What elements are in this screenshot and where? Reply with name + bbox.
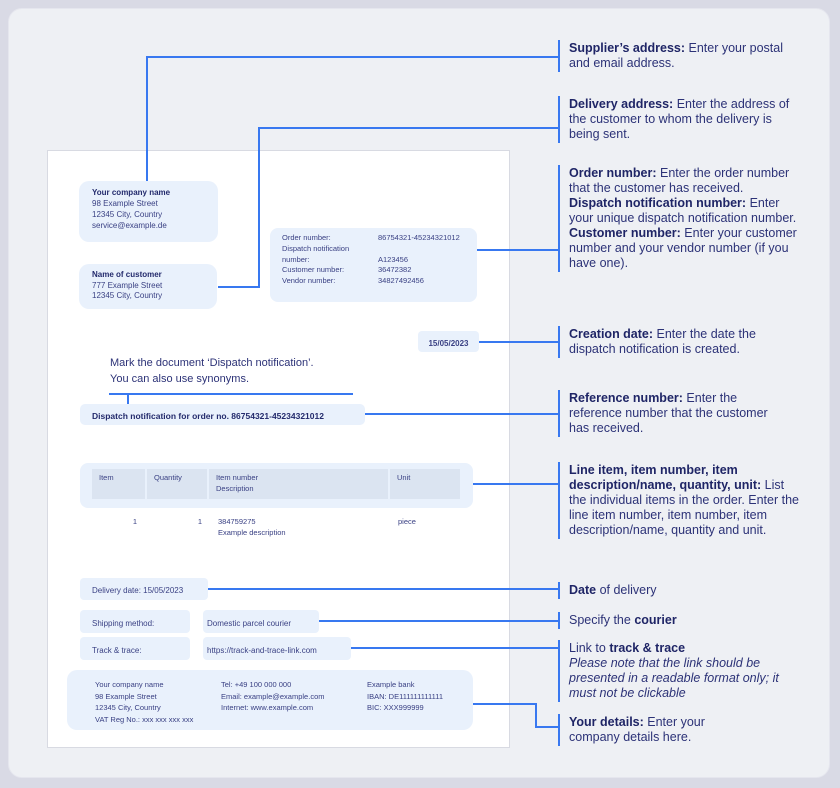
track-trace-value-strip [203,637,351,660]
annotation-your-details [558,714,739,746]
annotation-order-numbers [558,165,801,272]
table-row-quantity: 1 [197,517,202,526]
footer-company-street: 98 Example Street [95,691,157,701]
annotation-customer-number-paragraph [569,226,801,271]
annotation-line-items-text: List the individual items in the order. Enter the line item number, item number, item description/name, quantity and unit. [569,478,799,537]
table-row-itemnumber-description [218,516,286,538]
customer-number-value: 36472382 [378,265,412,275]
connector-delivery-horizontal [258,127,558,129]
mark-document-note [110,356,314,387]
annotation-dispatch-number-term: Dispatch notification number: [569,196,747,210]
annotation-customer-number-term: Customer number: [569,226,681,240]
annotation-order-number-text: Enter the order number that the customer has received. [569,166,790,195]
annotation-line-items-term: Line item, item number, item description/name, quantity, unit: [569,463,762,492]
supplier-email: service@example.de [92,221,167,230]
vendor-number-value: 34827492456 [378,276,424,286]
footer-bank-name: Example bank [367,680,415,689]
mark-note-line2: You can also use synonyms. [110,372,250,385]
annotation-reference-number [558,390,791,437]
connector-your-details-stub [473,703,537,705]
annotation-track-trace-heading [569,641,801,656]
dispatch-number-label-2: number: [282,254,310,264]
dispatch-number-label-1: Dispatch notification [282,243,350,253]
track-trace-label-strip [80,637,190,660]
connector-track-trace [351,647,558,649]
annotation-supplier-address [558,40,801,72]
table-header-description: Description [216,483,254,493]
dispatch-title-text: Dispatch notification for order no. 86754321-45234321012 [92,411,324,421]
connector-line-items [473,483,558,485]
annotation-creation-date-term: Creation date: [569,327,654,341]
annotation-courier-term: courier [634,613,677,627]
connector-delivery-stub [218,286,260,288]
annotation-reference-number-text: Enter the reference number that the customer has received. [569,391,768,435]
connector-creation-date [479,341,558,343]
footer-col-bank [367,679,443,714]
connector-supplier-vertical [146,56,148,181]
mark-note-line1: Mark the document ‘Dispatch notification’. [110,357,314,369]
connector-delivery-date [208,588,558,590]
connector-your-details-horizontal [535,726,558,728]
footer-company-name: Your company name [95,680,164,689]
footer-email: Email: example@example.com [221,691,325,701]
annotation-line-items [558,462,801,539]
footer-iban: IBAN: DE111111111111 [367,691,444,701]
connector-reference-number [365,413,558,415]
annotation-creation-date [558,326,801,358]
annotation-supplier-address-text: Enter your postal and email address. [569,41,783,70]
annotation-customer-number-text: Enter your customer number and your vendor number (if you have one). [569,226,797,270]
annotation-delivery-address [558,96,801,143]
annotation-order-number-term: Order number: [569,166,657,180]
annotation-reference-number-term: Reference number: [569,391,683,405]
supplier-name: Your company name [92,188,171,197]
order-number-value: 86754321-45234321012 [378,233,460,242]
annotation-track-trace [558,640,801,702]
annotation-delivery-date-text: of delivery [596,583,657,597]
connector-courier [319,620,558,622]
annotation-dispatch-number-text: Enter your unique dispatch notification number. [569,196,797,225]
delivery-date-strip [80,578,208,600]
customer-address-box [79,264,217,309]
customer-name: Name of customer [92,270,162,279]
annotation-order-number-paragraph [569,166,801,196]
footer-company-vat: VAT Reg No.: xxx xxx xxx xxx [95,714,194,724]
shipping-method-value: Domestic parcel courier [207,619,292,628]
table-header-item: Item [92,469,145,499]
track-trace-label: Track & trace: [92,646,142,655]
annotation-courier [558,612,801,629]
shipping-method-label-strip [80,610,190,633]
table-header-itemnumber-description [209,469,388,499]
connector-your-details-vertical [535,703,537,728]
table-row-item-number: 384759275 [218,517,256,526]
annotation-track-trace-note: Please note that the link should be presented in a readable format only; it must not be clickable [569,656,779,700]
delivery-date-text: Delivery date: 15/05/2023 [92,586,184,595]
footer-tel: Tel: +49 100 000 000 [221,680,292,689]
supplier-street: 98 Example Street [92,199,158,208]
mark-note-underline [109,393,353,395]
table-row-description: Example description [218,528,286,537]
annotation-dispatch-number-paragraph [569,196,801,226]
order-numbers-box [270,228,477,302]
footer-col-contact [221,679,324,714]
connector-supplier-horizontal [146,56,558,58]
footer-bic: BIC: XXX999999 [367,703,424,712]
table-row-item: 1 [132,517,137,526]
dispatch-number-value: A123456 [378,254,409,264]
annotation-your-details-term: Your details: [569,715,644,729]
footer-internet: Internet: www.example.com [221,703,314,712]
annotation-delivery-address-term: Delivery address: [569,97,674,111]
creation-date-value: 15/05/2023 [428,339,469,348]
footer-details-box [67,670,473,730]
order-values-column [378,233,460,287]
annotation-supplier-address-term: Supplier’s address: [569,41,686,55]
annotation-your-details-text: Enter your company details here. [569,715,705,744]
creation-date-strip [418,331,479,352]
annotation-courier-text: Specify the [569,613,635,627]
vendor-number-label: Vendor number: [282,276,336,286]
order-values-spacer [378,244,460,255]
connector-delivery-vertical [258,127,260,288]
shipping-method-label: Shipping method: [92,619,155,628]
footer-col-company [95,679,193,725]
dispatch-title-strip [80,404,365,425]
order-labels-column [282,233,349,287]
shipping-method-value-strip [203,610,319,633]
connector-order-numbers [477,249,558,251]
supplier-address-box [79,181,218,242]
annotation-delivery-date-term: Date [569,583,597,597]
customer-street: 777 Example Street [92,280,163,290]
annotation-track-trace-term: track & trace [609,641,686,655]
table-header-item-number: Item number [216,473,259,482]
annotation-delivery-date [558,582,801,599]
footer-company-city: 12345 City, Country [95,703,161,712]
customer-city: 12345 City, Country [92,291,163,301]
track-trace-url: https://track-and-trace-link.com [207,646,317,655]
annotation-delivery-address-text: Enter the address of the customer to whom the delivery is being sent. [569,97,790,141]
supplier-city: 12345 City, Country [92,210,163,219]
table-header-quantity: Quantity [147,469,207,499]
annotation-track-trace-pre: Link to [569,641,610,655]
annotation-creation-date-text: Enter the date the dispatch notification is created. [569,327,756,356]
order-number-label: Order number: [282,233,331,242]
table-row-unit: piece [398,517,416,526]
customer-number-label: Customer number: [282,265,345,275]
table-header-unit: Unit [390,469,460,499]
